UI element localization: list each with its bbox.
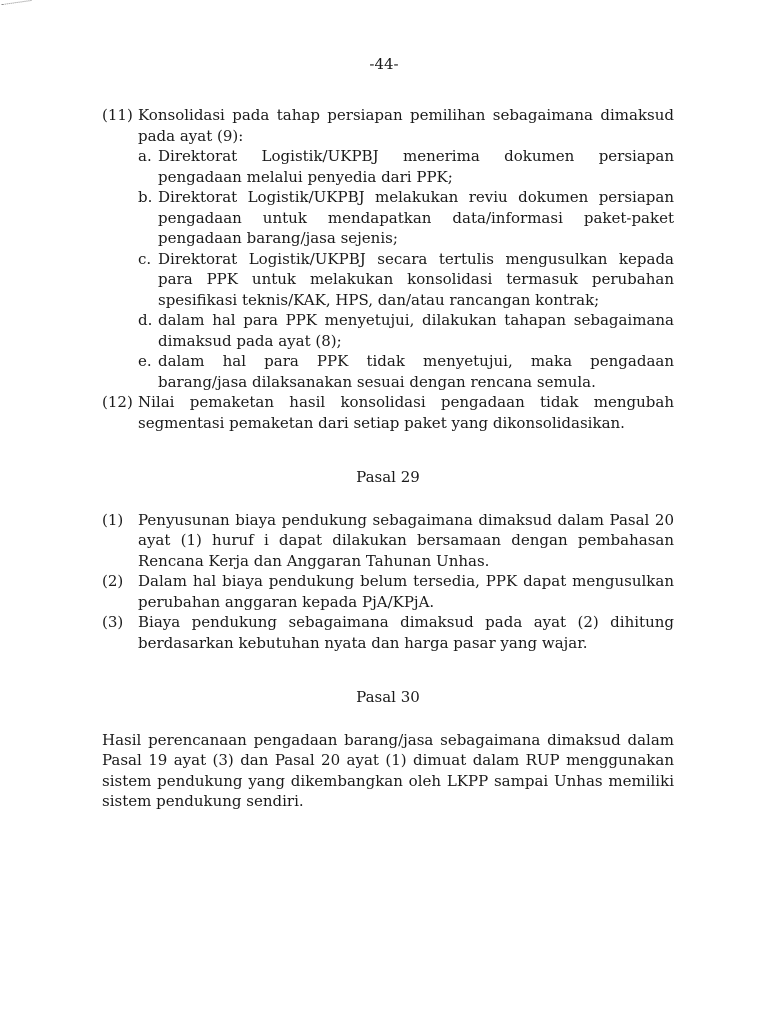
section-number: (11) <box>102 106 133 124</box>
list-item <box>138 146 674 187</box>
item-number: (2) <box>102 572 124 590</box>
sub-list <box>138 146 674 392</box>
list-text: Direktorat Logistik/UKPBJ melakukan reviu dokumen persiapan pengadaan untuk mendapatkan data/informasi paket-paket pengadaan barang/jasa sejenis; <box>158 188 674 247</box>
list-text: Direktorat Logistik/UKPBJ menerima dokumen persiapan pengadaan melalui penyedia dari PPK; <box>158 147 674 186</box>
section-number: (12) <box>102 393 133 411</box>
document-body <box>102 105 674 812</box>
list-item <box>138 351 674 392</box>
item-text: Dalam hal biaya pendukung belum tersedia, PPK dapat mengusulkan perubahan anggaran kepada PjA/KPjA. <box>138 572 674 611</box>
pasal-29-item <box>102 510 674 572</box>
pasal-30-text: Hasil perencanaan pengadaan barang/jasa sebagaimana dimaksud dalam Pasal 19 ayat (3) dan Pasal 20 ayat (1) dimuat dalam RUP menggunakan sistem pendukung yang dikembangkan oleh LKPP sampai Unhas memiliki sistem pendukung sendiri. <box>102 730 674 810</box>
section-text: Konsolidasi pada tahap persiapan pemilihan sebagaimana dimaksud pada ayat (9): <box>138 106 674 145</box>
list-text: dalam hal para PPK tidak menyetujui, maka pengadaan barang/jasa dilaksanakan sesuai dengan rencana semula. <box>158 352 674 391</box>
section-text: Nilai pemaketan hasil konsolidasi pengadaan tidak mengubah segmentasi pemaketan dari setiap paket yang dikonsolidasikan. <box>138 393 674 432</box>
list-letter: e. <box>138 352 152 370</box>
pasal-30-heading: Pasal 30 <box>356 688 420 706</box>
item-number: (3) <box>102 613 124 631</box>
list-text: Direktorat Logistik/UKPBJ secara tertulis mengusulkan kepada para PPK untuk melakukan konsolidasi termasuk perubahan spesifikasi teknis/KAK, HPS, dan/atau rancangan kontrak; <box>158 249 674 309</box>
list-text: dalam hal para PPK menyetujui, dilakukan tahapan sebagaimana dimaksud pada ayat (8); <box>158 311 674 350</box>
list-letter: c. <box>138 249 152 268</box>
scan-artifact <box>2 0 33 11</box>
section-11 <box>102 105 674 392</box>
list-letter: d. <box>138 311 153 329</box>
pasal-29-item <box>102 571 674 612</box>
pasal-29-heading: Pasal 29 <box>356 468 420 486</box>
list-item <box>138 187 674 249</box>
item-number: (1) <box>102 510 124 529</box>
list-letter: a. <box>138 147 152 165</box>
list-letter: b. <box>138 188 153 206</box>
page-number: -44- <box>369 55 399 73</box>
pasal-29-item <box>102 612 674 653</box>
item-text: Penyusunan biaya pendukung sebagaimana dimaksud dalam Pasal 20 ayat (1) huruf i dapat dilakukan bersamaan dengan pembahasan Rencana Kerja dan Anggaran Tahunan Unhas. <box>138 510 674 570</box>
list-item <box>138 310 674 351</box>
list-item <box>138 249 674 311</box>
section-12 <box>102 392 674 433</box>
item-text: Biaya pendukung sebagaimana dimaksud pada ayat (2) dihitung berdasarkan kebutuhan nyata dan harga pasar yang wajar. <box>138 613 674 652</box>
